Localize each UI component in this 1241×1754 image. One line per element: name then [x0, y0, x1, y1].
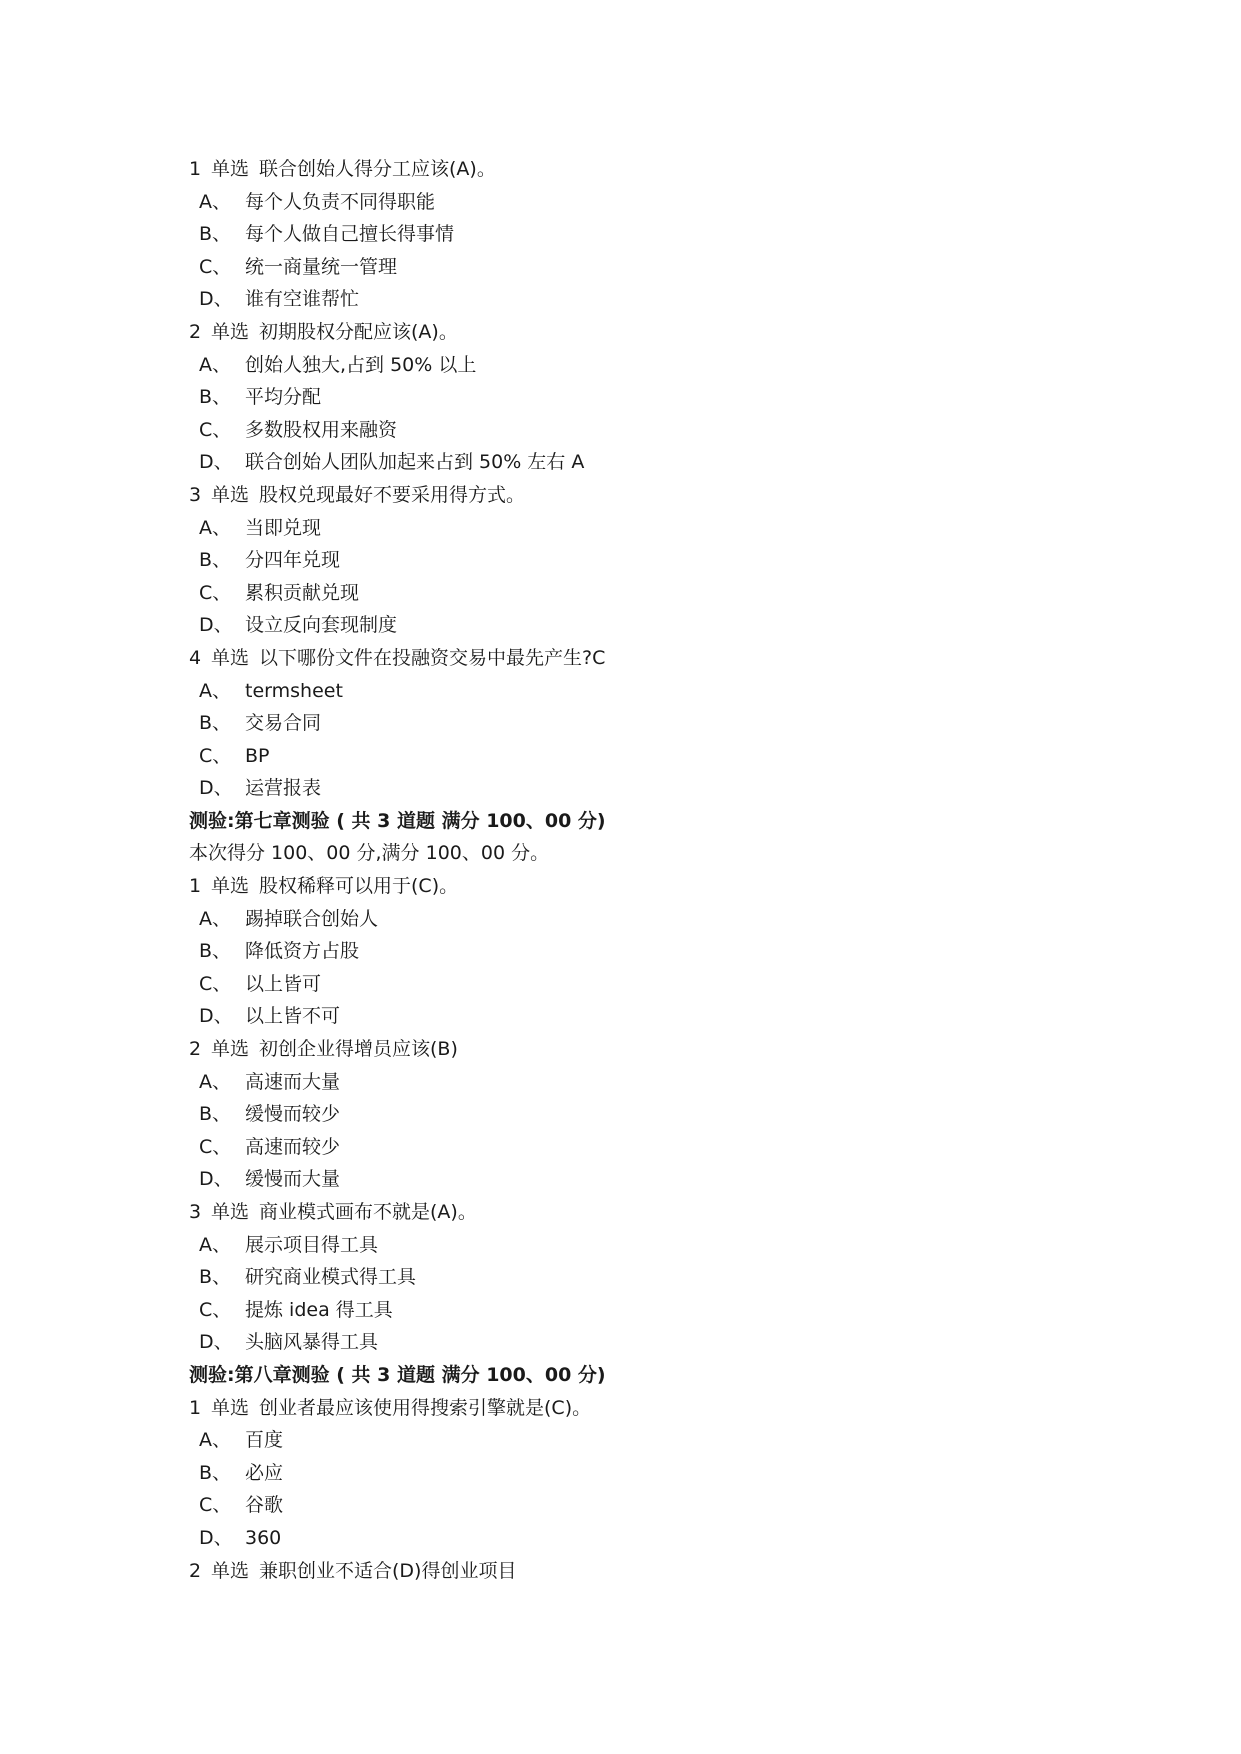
option-line	[189, 1163, 1169, 1196]
option-line	[189, 1522, 1169, 1555]
question-line	[189, 479, 1169, 512]
option-letter: B、	[199, 386, 232, 409]
option-letter: D、	[199, 288, 233, 311]
section-title: 测验:第八章测验 ( 共 3 道题 满分 100、00 分)	[189, 1363, 606, 1386]
section-title: 测验:第七章测验 ( 共 3 道题 满分 100、00 分)	[189, 809, 606, 832]
option-line	[189, 446, 1169, 479]
option-line	[189, 1000, 1169, 1033]
option-letter: B、	[199, 940, 232, 963]
option-text: 累积贡献兑现	[245, 581, 360, 604]
option-text: 统一商量统一管理	[245, 255, 398, 278]
option-text: 分四年兑现	[245, 549, 341, 572]
question-type: 单选	[211, 1038, 250, 1061]
option-line	[189, 903, 1169, 936]
score-line	[189, 837, 1169, 870]
option-text: 缓慢而较少	[245, 1103, 341, 1126]
option-line	[189, 218, 1169, 251]
section-heading	[189, 805, 1169, 838]
option-line	[189, 1261, 1169, 1294]
option-text: 以上皆不可	[245, 1005, 341, 1028]
question-line	[189, 1392, 1169, 1425]
score-text: 本次得分 100、00 分,满分 100、00 分。	[189, 842, 550, 865]
question-number: 4	[189, 646, 202, 669]
option-text: 设立反向套现制度	[245, 614, 398, 637]
option-line	[189, 544, 1169, 577]
option-letter: B、	[199, 1461, 232, 1484]
question-text: 创业者最应该使用得搜索引擎就是(C)。	[259, 1396, 592, 1419]
option-line	[189, 577, 1169, 610]
option-line	[189, 675, 1169, 708]
question-text: 商业模式画布不就是(A)。	[259, 1201, 477, 1223]
option-line	[189, 1424, 1169, 1457]
question-type: 单选	[211, 1559, 250, 1582]
option-text: 创始人独大,占到 50% 以上	[245, 353, 477, 376]
option-text: 当即兑现	[245, 516, 322, 539]
question-number: 2	[189, 1559, 202, 1582]
option-letter: B、	[199, 712, 232, 735]
option-text: 必应	[245, 1461, 284, 1484]
option-text: 以上皆可	[245, 972, 322, 995]
option-text: 提炼 idea 得工具	[245, 1298, 393, 1321]
option-line	[189, 1229, 1169, 1262]
option-text: 降低资方占股	[245, 940, 360, 963]
question-number: 2	[189, 1038, 202, 1061]
option-text: 平均分配	[245, 386, 322, 409]
document-body	[189, 153, 1169, 1587]
question-line	[189, 1196, 1169, 1229]
option-letter: B、	[199, 1103, 232, 1126]
question-type: 单选	[211, 158, 250, 180]
option-line	[189, 1066, 1169, 1099]
option-letter: A、	[199, 1233, 231, 1256]
question-number: 1	[189, 1396, 202, 1419]
option-letter: C、	[199, 972, 232, 995]
option-text: 联合创始人团队加起来占到 50% 左右 A	[245, 451, 585, 474]
option-text: 踢掉联合创始人	[245, 907, 379, 930]
question-line	[189, 316, 1169, 349]
option-letter: D、	[199, 1331, 233, 1354]
question-line	[189, 1555, 1169, 1588]
question-number: 2	[189, 320, 202, 343]
question-type: 单选	[211, 320, 250, 343]
option-letter: A、	[199, 190, 231, 213]
section-heading	[189, 1359, 1169, 1392]
option-letter: C、	[199, 1135, 232, 1158]
question-type: 单选	[211, 646, 250, 669]
option-line	[189, 1131, 1169, 1164]
option-line	[189, 1294, 1169, 1327]
question-type: 单选	[211, 1396, 250, 1419]
option-text: 缓慢而大量	[245, 1168, 341, 1191]
option-line	[189, 1457, 1169, 1490]
option-text: 百度	[245, 1429, 284, 1452]
option-letter: C、	[199, 418, 232, 441]
option-line	[189, 707, 1169, 740]
option-text: 高速而大量	[245, 1070, 341, 1093]
option-text: 高速而较少	[245, 1135, 341, 1158]
option-line	[189, 772, 1169, 805]
option-text: 每个人负责不同得职能	[245, 190, 436, 213]
option-text: 谷歌	[245, 1494, 284, 1517]
option-letter: B、	[199, 223, 232, 246]
option-line	[189, 740, 1169, 773]
option-letter: C、	[199, 581, 232, 604]
option-text: 每个人做自己擅长得事情	[245, 223, 455, 246]
option-letter: A、	[199, 1429, 231, 1452]
option-text: BP	[245, 744, 270, 767]
option-letter: A、	[199, 907, 231, 930]
option-letter: D、	[199, 777, 233, 800]
question-type: 单选	[211, 483, 250, 506]
option-line	[189, 1326, 1169, 1359]
option-letter: A、	[199, 516, 231, 539]
option-letter: D、	[199, 1526, 233, 1549]
question-line	[189, 870, 1169, 903]
option-letter: D、	[199, 614, 233, 637]
option-line	[189, 381, 1169, 414]
option-line	[189, 1489, 1169, 1522]
option-text: termsheet	[245, 679, 343, 702]
question-type: 单选	[211, 875, 250, 898]
question-line	[189, 1033, 1169, 1066]
option-letter: C、	[199, 1298, 232, 1321]
option-line	[189, 968, 1169, 1001]
option-line	[189, 414, 1169, 447]
option-letter: A、	[199, 679, 231, 702]
question-text: 初创企业得增员应该(B)	[259, 1038, 458, 1061]
option-letter: A、	[199, 1070, 231, 1093]
question-text: 联合创始人得分工应该(A)。	[259, 158, 496, 180]
option-letter: C、	[199, 744, 232, 767]
option-letter: B、	[199, 549, 232, 572]
option-text: 多数股权用来融资	[245, 418, 398, 441]
option-text: 头脑风暴得工具	[245, 1331, 379, 1354]
option-letter: A、	[199, 353, 231, 376]
option-line	[189, 609, 1169, 642]
option-text: 交易合同	[245, 712, 322, 735]
option-line	[189, 512, 1169, 545]
option-line	[189, 283, 1169, 316]
option-text: 运营报表	[245, 777, 322, 800]
option-line	[189, 935, 1169, 968]
option-letter: D、	[199, 1005, 233, 1028]
option-text: 谁有空谁帮忙	[245, 288, 360, 311]
question-type: 单选	[211, 1201, 250, 1223]
option-letter: B、	[199, 1266, 232, 1289]
question-number: 1	[189, 158, 202, 180]
option-line	[189, 186, 1169, 219]
option-letter: C、	[199, 1494, 232, 1517]
question-text: 初期股权分配应该(A)。	[259, 320, 458, 343]
question-line	[189, 153, 1169, 186]
question-text: 以下哪份文件在投融资交易中最先产生?C	[259, 646, 606, 669]
option-line	[189, 251, 1169, 284]
question-number: 3	[189, 483, 202, 506]
option-letter: D、	[199, 451, 233, 474]
question-text: 兼职创业不适合(D)得创业项目	[259, 1559, 517, 1582]
option-text: 展示项目得工具	[245, 1233, 379, 1256]
option-letter: C、	[199, 255, 232, 278]
question-number: 1	[189, 875, 202, 898]
option-text: 研究商业模式得工具	[245, 1266, 417, 1289]
question-line	[189, 642, 1169, 675]
option-letter: D、	[199, 1168, 233, 1191]
option-line	[189, 1098, 1169, 1131]
question-number: 3	[189, 1201, 202, 1223]
question-text: 股权兑现最好不要采用得方式。	[259, 483, 526, 506]
option-text: 360	[245, 1526, 282, 1549]
option-line	[189, 349, 1169, 382]
question-text: 股权稀释可以用于(C)。	[259, 875, 459, 898]
